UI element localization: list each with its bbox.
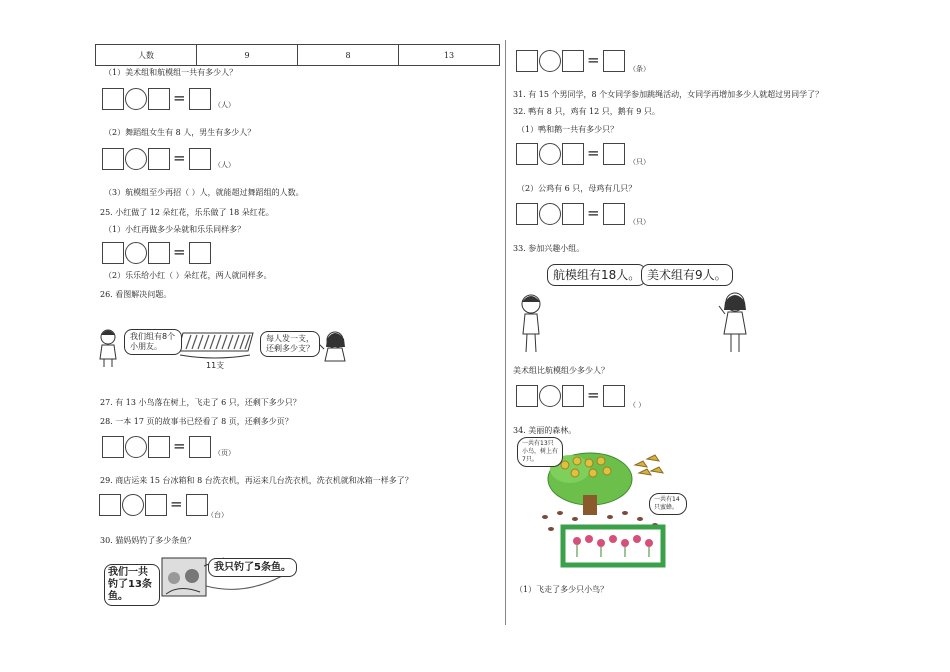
- equation-28: [102, 436, 242, 458]
- answer-box[interactable]: [562, 50, 584, 72]
- operator-circle[interactable]: [539, 143, 561, 165]
- question-32: 32. 鸭有 8 只，鸡有 12 只，鹅有 9 只。: [513, 107, 660, 116]
- equals-sign: =: [587, 204, 600, 222]
- answer-box[interactable]: [186, 494, 208, 516]
- answer-box[interactable]: [148, 242, 170, 264]
- equation-dance: [102, 148, 242, 170]
- speech-bubble: 美术组有9人。: [641, 264, 733, 286]
- unit-label: （ ）: [629, 401, 646, 409]
- answer-box[interactable]: [516, 385, 538, 407]
- answer-box[interactable]: [603, 203, 625, 225]
- operator-circle[interactable]: [125, 436, 147, 458]
- table-cell: 13: [399, 45, 500, 66]
- question-33: 33. 参加兴趣小组。: [513, 244, 585, 253]
- equals-sign: =: [173, 243, 186, 261]
- answer-box[interactable]: [603, 50, 625, 72]
- equation-25: [102, 242, 222, 264]
- table-cell: 9: [197, 45, 298, 66]
- equals-sign: =: [170, 495, 183, 513]
- answer-box[interactable]: [189, 148, 211, 170]
- speech-bubble: 我们一共钓了13条鱼。: [104, 564, 160, 606]
- answer-box[interactable]: [102, 242, 124, 264]
- answer-box[interactable]: [189, 88, 211, 110]
- equals-sign: =: [173, 89, 186, 107]
- equation-32-2: [516, 203, 666, 225]
- question-33-ask: 美术组比航模组少多少人？: [513, 366, 609, 375]
- speech-bubble: 航模组有18人。: [547, 264, 646, 286]
- answer-box[interactable]: [189, 436, 211, 458]
- speech-bubble: 我们组有8个小朋友。: [124, 329, 182, 355]
- answer-box[interactable]: [562, 203, 584, 225]
- equals-sign: =: [587, 144, 600, 162]
- equation-art: [102, 88, 242, 110]
- answer-box[interactable]: [516, 143, 538, 165]
- unit-label: （台）: [207, 511, 228, 519]
- answer-box[interactable]: [148, 148, 170, 170]
- speech-bubble: 每人发一支，还剩多少支？: [260, 331, 320, 357]
- operator-circle[interactable]: [125, 88, 147, 110]
- answer-box[interactable]: [189, 242, 211, 264]
- equals-sign: =: [173, 437, 186, 455]
- answer-box[interactable]: [102, 88, 124, 110]
- question-31: 31. 有 15 个男同学，8 个女同学参加跳绳活动，女同学再增加多少人就超过男同学了？: [513, 90, 824, 99]
- operator-circle[interactable]: [539, 50, 561, 72]
- question-34: 34. 美丽的森林。: [513, 426, 577, 435]
- speech-bubble: 一共有14只蜜蜂。: [649, 493, 687, 515]
- question-25-2: （2）乐乐给小红（ ）朵红花，两人就同样多。: [104, 271, 272, 280]
- question-29: 29. 商店运来 15 台冰箱和 8 台洗衣机，再运来几台洗衣机，洗衣机就和冰箱一样多了？: [100, 476, 413, 485]
- equals-sign: =: [587, 51, 600, 69]
- equation-32-1: [516, 143, 666, 165]
- operator-circle[interactable]: [125, 242, 147, 264]
- answer-box[interactable]: [562, 143, 584, 165]
- unit-label: （只）: [629, 218, 650, 226]
- equation-33: [516, 385, 666, 407]
- answer-box[interactable]: [516, 50, 538, 72]
- unit-label: （人）: [214, 161, 235, 169]
- unit-label: （页）: [214, 449, 235, 457]
- operator-circle[interactable]: [539, 203, 561, 225]
- question-27: 27. 有 13 小鸟落在树上，飞走了 6 只，还剩下多少只？: [100, 398, 301, 407]
- table-row: [96, 45, 500, 66]
- data-table: [95, 44, 500, 66]
- unit-label: （条）: [629, 65, 650, 73]
- equals-sign: =: [173, 149, 186, 167]
- question-26: 26. 看图解决问题。: [100, 290, 172, 299]
- table-cell: 人数: [96, 45, 197, 66]
- column-divider: [505, 40, 506, 625]
- answer-box[interactable]: [516, 203, 538, 225]
- table-cell: 8: [298, 45, 399, 66]
- answer-box[interactable]: [148, 436, 170, 458]
- unit-label: （只）: [629, 158, 650, 166]
- figure-34: [515, 437, 690, 572]
- question-dance: （2）舞蹈组女生有 8 人，男生有多少人？: [104, 128, 256, 137]
- speech-bubble: 我只钓了5条鱼。: [208, 558, 297, 577]
- answer-box[interactable]: [102, 436, 124, 458]
- question-art-model: （1）美术组和航模组一共有多少人？: [104, 68, 238, 77]
- equation-29: [99, 494, 259, 519]
- figure-26: [98, 325, 353, 370]
- question-30: 30. 猫妈妈钓了多少条鱼？: [100, 536, 196, 545]
- operator-circle[interactable]: [122, 494, 144, 516]
- question-25: 25. 小红做了 12 朵红花，乐乐做了 18 朵红花。: [100, 208, 274, 217]
- answer-box[interactable]: [99, 494, 121, 516]
- question-32-2: （2）公鸡有 6 只，母鸡有几只？: [517, 184, 637, 193]
- question-model-recruit: （3）航模组至少再招（ ）人，就能超过舞蹈组的人数。: [104, 188, 304, 197]
- answer-box[interactable]: [603, 385, 625, 407]
- figure-33: [513, 262, 753, 357]
- question-34-1: （1）飞走了多少只小鸟？: [515, 585, 609, 594]
- operator-circle[interactable]: [539, 385, 561, 407]
- equals-sign: =: [587, 386, 600, 404]
- pencil-count-label: 11支: [206, 361, 225, 370]
- operator-circle[interactable]: [125, 148, 147, 170]
- speech-bubble: 一共有13只小鸟，树上有7只。: [517, 437, 563, 467]
- unit-label: （人）: [214, 101, 235, 109]
- answer-box[interactable]: [102, 148, 124, 170]
- equation-30: [516, 50, 666, 72]
- pencil-box-illustration: [178, 333, 253, 358]
- figure-30: [104, 556, 291, 602]
- answer-box[interactable]: [603, 143, 625, 165]
- question-25-1: （1）小红再做多少朵就和乐乐同样多？: [104, 225, 246, 234]
- answer-box[interactable]: [562, 385, 584, 407]
- question-28: 28. 一本 17 页的故事书已经看了 8 页，还剩多少页？: [100, 417, 293, 426]
- question-32-1: （1）鸭和鹅一共有多少只？: [517, 125, 619, 134]
- answer-box[interactable]: [148, 88, 170, 110]
- answer-box[interactable]: [145, 494, 167, 516]
